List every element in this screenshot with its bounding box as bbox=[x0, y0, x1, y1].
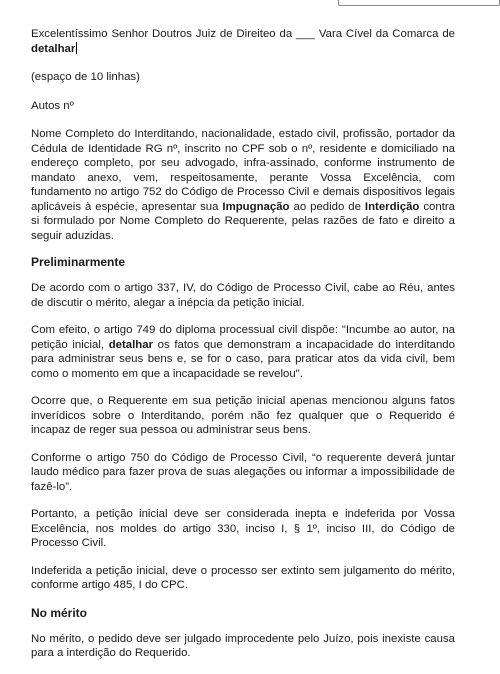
header-bold-word: detalhar bbox=[31, 42, 76, 55]
paragraph-ocorre: Ocorre que, o Requerente em sua petição inicial apenas mencionou alguns fatos inverídicos sobre o Interditando, porém não fez qualquer que o Requerido é incapaz de reger sua pessoa ou administrar seus bens. bbox=[31, 395, 455, 436]
header-address[interactable] bbox=[31, 27, 455, 56]
text-cursor bbox=[76, 42, 77, 54]
spacer-note: (espaço de 10 linhas) bbox=[31, 71, 140, 83]
paragraph-indeferida: Indeferida a petição inicial, deve o processo ser extinto sem julgamento do mérito, conforme artigo 485, I do CPC. bbox=[31, 564, 455, 591]
header-text: Excelentíssimo Senhor Doutros Juiz de Direiteo da ___ Vara Cível da Comarca de bbox=[31, 28, 455, 40]
paragraph-artigo-750: Conforme o artigo 750 do Código de Processo Civil, “o requerente deverá juntar laudo médico para fazer prova de suas alegações ou informar a impossibilidade de fazê-lo”. bbox=[31, 451, 455, 493]
paragraph-portanto: Portanto, a petição inicial deve ser considerada inepta e indeferida por Vossa Excelência, nos moldes do artigo 330, inciso I, § 1º, inciso III, do Código de Processo Civil. bbox=[31, 508, 455, 549]
intro-text-3: contra si formulado por Nome Completo do Requerente, pelas razões de fato e direito a seguir aduzidas. bbox=[31, 200, 455, 242]
paragraph-merito: No mérito, o pedido deve ser julgado improcedente pelo Juízo, pois inexiste causa para a interdição do Requerido. bbox=[31, 632, 455, 659]
intro-bold-interdicao: Interdição bbox=[364, 200, 420, 213]
artigo-749-text-2: os fatos que demonstram a incapacidade do interditando para administrar seus bens e, se for o caso, para praticar atos da vida civil, bem como o momento em que a incapacidade se revelou". bbox=[31, 338, 455, 380]
paragraph-artigo-337: De acordo com o artigo 337, IV, do Código de Processo Civil, cabe ao Réu, antes de discutir o mérito, alegar a inépcia da petição inicial. bbox=[31, 282, 455, 309]
autos-line: Autos nº bbox=[31, 99, 74, 112]
intro-bold-impugnacao: Impugnação bbox=[222, 200, 290, 213]
intro-text-2: ao pedido de bbox=[289, 200, 365, 213]
paragraph-artigo-749 bbox=[31, 323, 455, 381]
artigo-749-bold-word: detalhar bbox=[108, 338, 154, 351]
top-frame-box bbox=[338, 0, 500, 6]
artigo-749-text-1: Com efeito, o artigo 749 do diploma processual civil dispõe: "Incumbe ao autor, na petição inicial, bbox=[31, 324, 455, 351]
heading-preliminarmente: Preliminarmente bbox=[31, 255, 126, 269]
document-page[interactable] bbox=[31, 27, 455, 674]
intro-paragraph bbox=[31, 127, 455, 243]
intro-text-1: Nome Completo do Interditando, nacionalidade, estado civil, profissão, portador da Cédula de Identidade RG nº, inscrito no CPF sob o nº, residente e domiciliado na endereço completo, por seu advogado, infra-assinado, conforme instrumento de mandato anexo, vem, respeitosamente, perante Vossa Excelência, com fundamento no artigo 752 do Código de Processo Civil e demais dispositivos legais aplicáveis à espécie, apresentar sua bbox=[31, 128, 455, 213]
heading-no-merito: No mérito bbox=[31, 605, 88, 620]
